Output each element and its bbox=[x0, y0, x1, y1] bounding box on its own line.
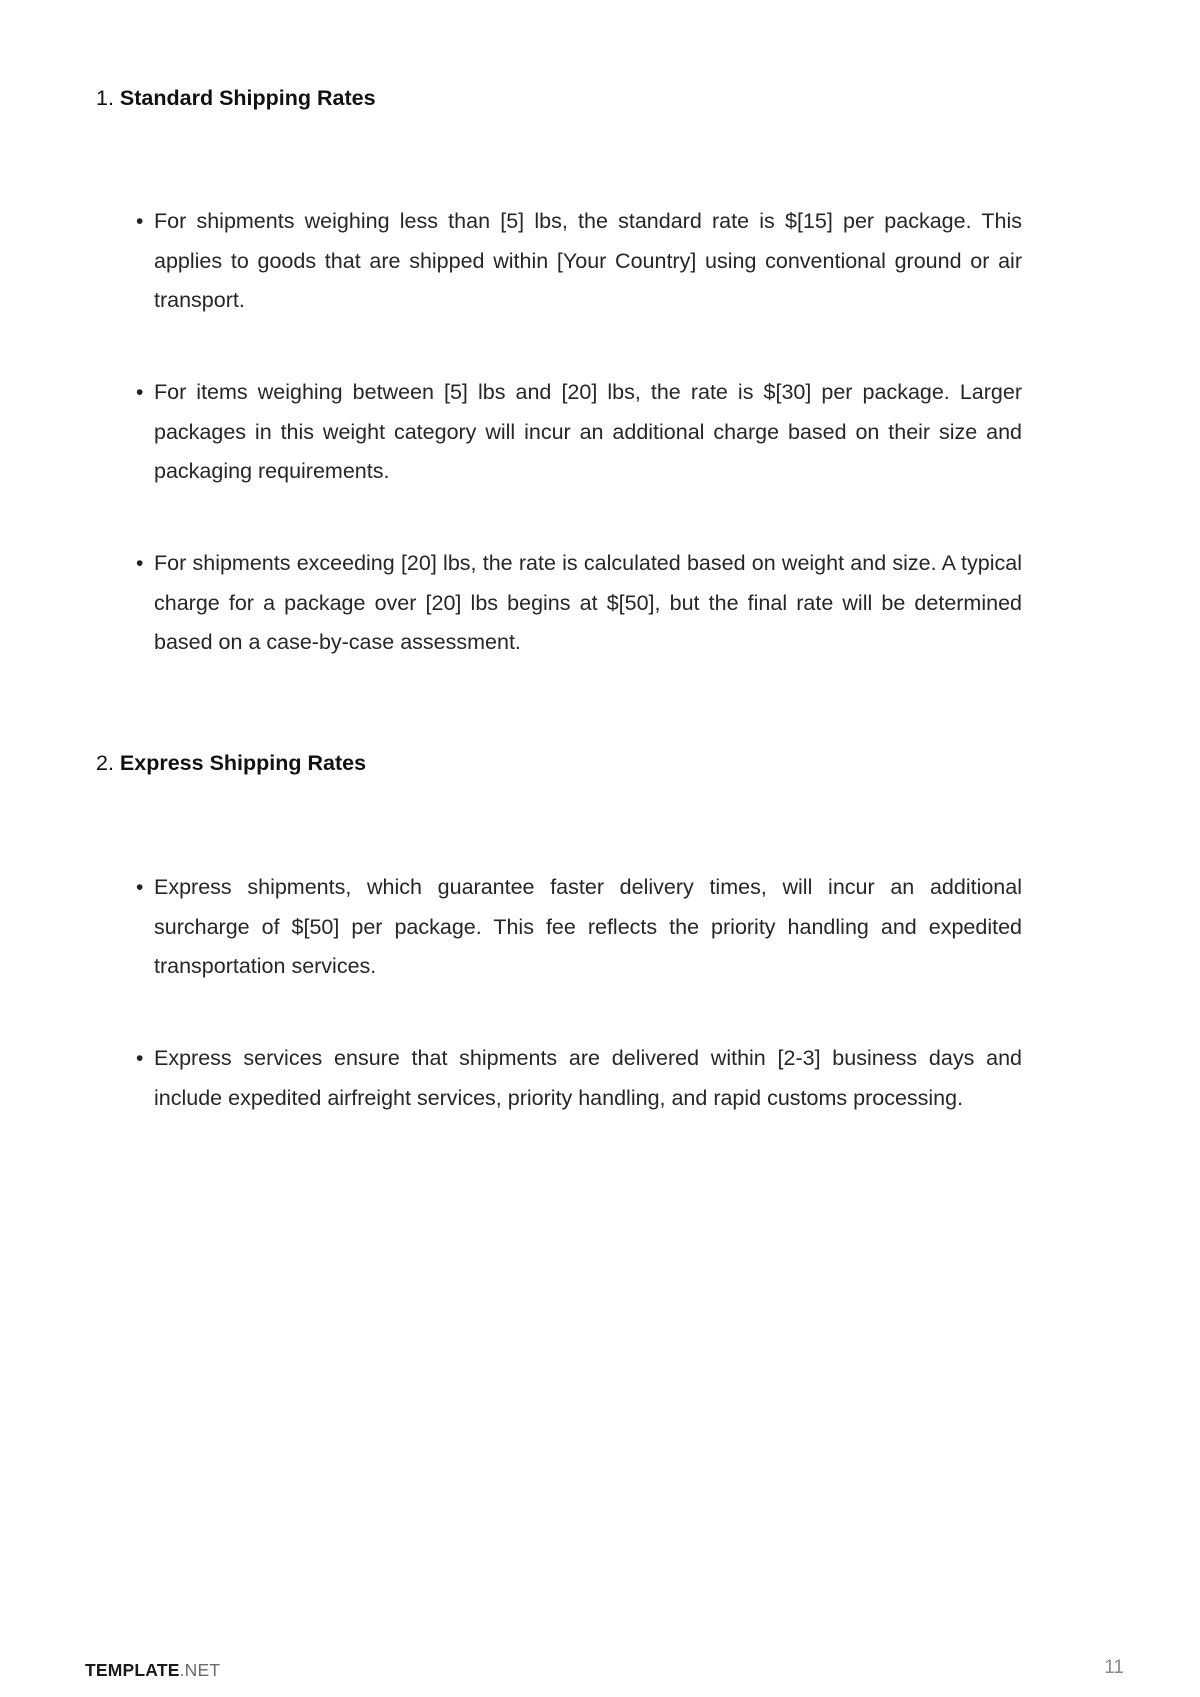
list-item bbox=[136, 1039, 1022, 1118]
list-item-text: Express shipments, which guarantee faster delivery times, will incur an additional surcharge of $[50] per package. This fee reflects the priority handling and expedited transportation services. bbox=[154, 875, 1022, 978]
section-heading-standard-shipping-rates bbox=[96, 84, 376, 112]
section-number: 2. bbox=[96, 751, 114, 775]
logo-tld: .NET bbox=[179, 1660, 221, 1680]
bullet-icon: • bbox=[136, 381, 144, 404]
list-item bbox=[136, 373, 1022, 492]
bullet-icon: • bbox=[136, 1047, 144, 1070]
page-number: 11 bbox=[1104, 1657, 1124, 1678]
footer-logo bbox=[85, 1659, 220, 1681]
logo-brand: TEMPLATE bbox=[85, 1660, 180, 1680]
section-title: Standard Shipping Rates bbox=[119, 86, 376, 110]
list-item bbox=[136, 202, 1022, 321]
section-title: Express Shipping Rates bbox=[119, 751, 367, 775]
list-item-text: For shipments weighing less than [5] lbs, the standard rate is $[15] per package. This applies to goods that are shipped within [Your Country] using conventional ground or air transport. bbox=[154, 209, 1022, 312]
list-item-text: Express services ensure that shipments are delivered within [2-3] business days and include expedited airfreight services, priority handling, and rapid customs processing. bbox=[154, 1046, 1022, 1110]
list-item bbox=[136, 544, 1022, 663]
bullet-icon: • bbox=[136, 210, 144, 233]
list-item-text: For items weighing between [5] lbs and [20] lbs, the rate is $[30] per package. Larger packages in this weight category will incur an additional charge based on their size and packaging requirements. bbox=[154, 380, 1022, 483]
section-heading-express-shipping-rates bbox=[96, 749, 366, 777]
bullet-icon: • bbox=[136, 876, 144, 899]
bullet-icon: • bbox=[136, 552, 144, 575]
section-number: 1. bbox=[96, 86, 114, 110]
list-item bbox=[136, 868, 1022, 987]
list-item-text: For shipments exceeding [20] lbs, the rate is calculated based on weight and size. A typical charge for a package over [20] lbs begins at $[50], but the final rate will be determined based on a case-by-case assessment. bbox=[154, 551, 1022, 654]
